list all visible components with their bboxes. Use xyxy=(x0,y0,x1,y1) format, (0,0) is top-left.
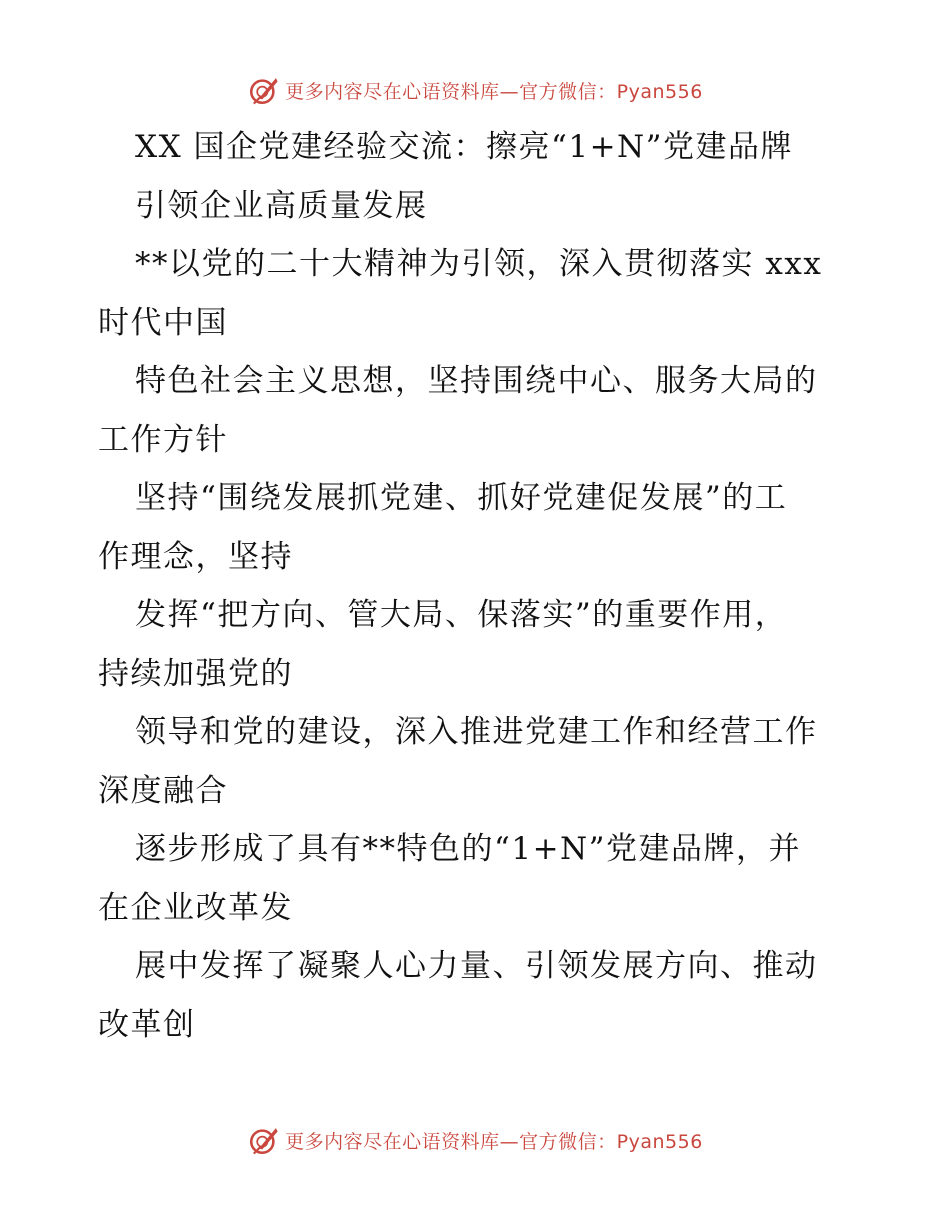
header-watermark xyxy=(0,70,950,110)
text-line: 持续加强党的 xyxy=(98,655,293,692)
text-line: 坚持“围绕发展抓党建、抓好党建促发展”的工 xyxy=(135,480,788,516)
text-line: 引领企业高质量发展 xyxy=(135,187,428,224)
text-line: 改革创 xyxy=(98,1006,196,1043)
text-line: 展中发挥了凝聚人心力量、引领发展方向、推动 xyxy=(135,948,818,984)
document-body xyxy=(98,118,858,1054)
watermark-text: 更多内容尽在心语资料库—官方微信：Pyan556 xyxy=(285,1130,703,1153)
text-line: 在企业改革发 xyxy=(98,889,293,926)
watermark-text: 更多内容尽在心语资料库—官方微信：Pyan556 xyxy=(285,80,703,103)
text-line: 时代中国 xyxy=(98,304,228,341)
text-line: 领导和党的建设，深入推进党建工作和经营工作 xyxy=(135,714,818,750)
text-line: 作理念，坚持 xyxy=(98,538,293,575)
text-line: **以党的二十大精神为引领，深入贯彻落实 xxx xyxy=(135,246,823,282)
footer-watermark xyxy=(0,1120,950,1160)
text-line: 工作方针 xyxy=(98,421,228,458)
text-line: 发挥“把方向、管大局、保落实”的重要作用， xyxy=(135,597,788,633)
text-line: 逐步形成了具有**特色的“1+N”党建品牌，并 xyxy=(135,831,802,867)
text-line: 特色社会主义思想，坚持围绕中心、服务大局的 xyxy=(135,363,818,399)
quill-logo-icon xyxy=(247,1123,281,1157)
text-line: 深度融合 xyxy=(98,772,228,809)
quill-logo-icon xyxy=(247,73,281,107)
text-line: XX 国企党建经验交流：擦亮“1+N”党建品牌 xyxy=(135,129,794,165)
